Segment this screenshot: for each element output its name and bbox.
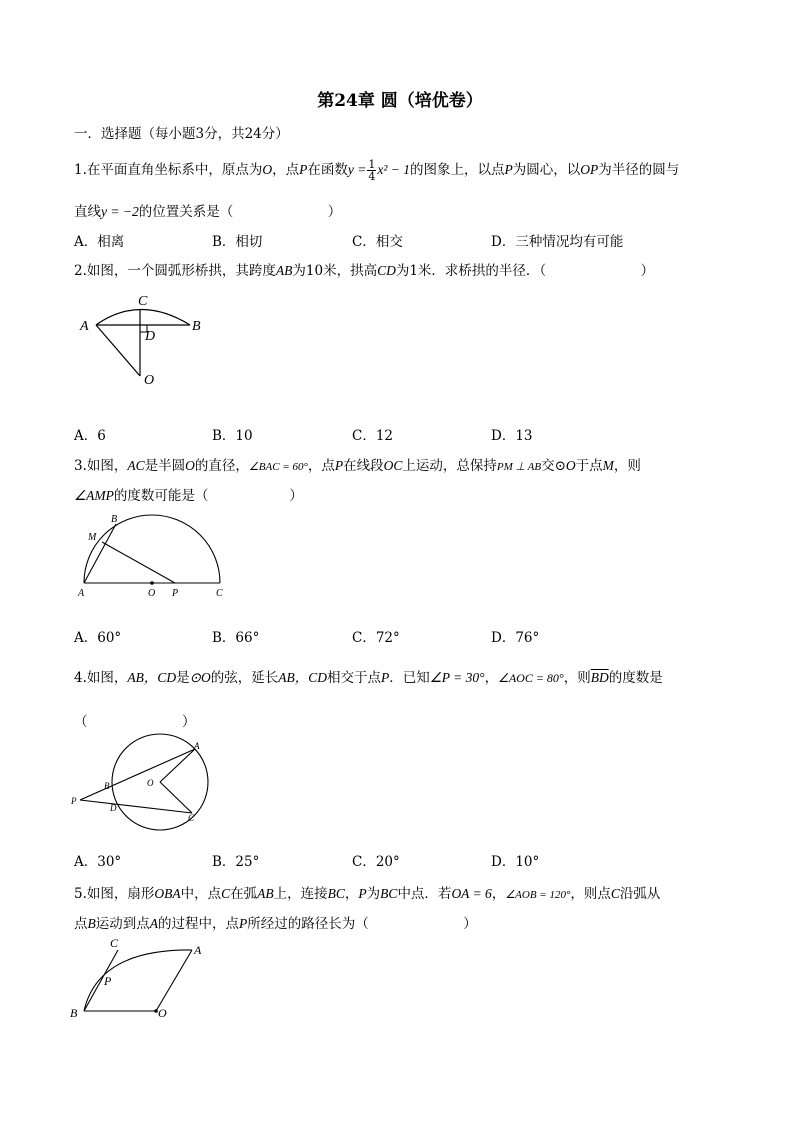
q2-option-a: A．6 <box>74 428 106 444</box>
question-3-line-2: ∠AMP的度数可能是（ ） <box>74 488 303 504</box>
q3-label-p: P <box>172 588 179 599</box>
q1-fraction: $\frac{1}{4}$ <box>368 158 376 183</box>
q1-option-a: A．相离 <box>74 234 125 250</box>
question-4-line-1: 4.如图，AB，CD是⊙O的弦，延长AB，CD相交于点P．已知∠P = 30°，∠AOC = 80°，则$\overline{BD}$的度数是 <box>74 670 663 686</box>
q1-formula-rhs: x² − 1 <box>377 162 411 177</box>
q4-arc-bd: $\overline{BD}$ <box>590 670 609 685</box>
q2-label-o: O <box>144 373 155 388</box>
q4-option-d: D．10° <box>491 854 540 870</box>
q3-label-m: M <box>88 532 97 543</box>
question-2-line-1: 2.如图，一个圆弧形桥拱，其跨度AB为10米，拱高CD为1米．求桥拱的半径．（ ） <box>74 263 655 279</box>
q3-label-b: B <box>111 514 118 525</box>
q2-figure <box>78 288 218 388</box>
q3-label-c: C <box>216 588 223 599</box>
q5-label-b: B <box>70 1006 78 1020</box>
q5-label-c: C <box>110 936 119 950</box>
question-3-line-1: 3.如图，AC是半圆O的直径，∠BAC = 60°，点P在线段OC上运动，总保持PM ⊥ AB交⊙O于点M，则 <box>74 458 641 474</box>
q4-label-o: O <box>147 778 154 788</box>
q4-label-a: A <box>194 741 200 751</box>
page-title: 第24章 圆（培优卷） <box>317 91 483 111</box>
q3-label-a: A <box>78 588 85 599</box>
q2-label-b: B <box>192 319 201 334</box>
q1-formula-lhs: y = <box>347 162 367 177</box>
q5-label-p: P <box>104 974 112 988</box>
q2-label-a: A <box>80 319 89 334</box>
q4-label-p: P <box>71 796 77 806</box>
q5-figure <box>68 934 218 1024</box>
q4-label-b: B <box>104 781 110 791</box>
q3-figure <box>76 510 236 600</box>
q3-option-b: B．66° <box>212 630 260 646</box>
q4-figure <box>68 728 216 834</box>
q3-option-d: D．76° <box>491 630 540 646</box>
q2-option-b: B．10 <box>212 428 253 444</box>
question-5-line-2: 点B运动到点A的过程中，点P所经过的路径长为（ ） <box>74 916 477 932</box>
q4-label-c: C <box>188 813 195 823</box>
q1-option-d: D．三种情况均有可能 <box>491 234 624 250</box>
section-heading: 一．选择题（每小题3分，共24分） <box>74 126 289 142</box>
q3-option-c: C．72° <box>352 630 400 646</box>
q4-option-b: B．25° <box>212 854 260 870</box>
q4-option-c: C．20° <box>352 854 400 870</box>
question-4-line-2: （ ） <box>74 714 196 730</box>
q2-option-d: D．13 <box>491 428 533 444</box>
q3-option-a: A．60° <box>74 630 122 646</box>
question-1-line-1: 1.在平面直角坐标系中，原点为O，点P在函数y = $\frac{1}{4}$ x² − 1的图象上，以点P为圆心，以OP为半径的圆与 <box>74 158 680 183</box>
q5-label-o: O <box>158 1006 167 1020</box>
q1-option-b: B．相切 <box>212 234 263 250</box>
q4-label-d: D <box>110 803 117 813</box>
q2-label-d: D <box>145 329 156 344</box>
q2-label-c: C <box>138 294 148 309</box>
q2-option-c: C．12 <box>352 428 394 444</box>
q5-label-a: A <box>194 943 202 957</box>
question-1-line-2: 直线y = −2的位置关系是（ ） <box>74 204 342 220</box>
question-5-line-1: 5.如图，扇形OBA中，点C在弧AB上，连接BC，P为BC中点．若OA = 6，∠AOB = 120°，则点C沿弧从 <box>74 886 661 902</box>
q3-label-o: O <box>148 588 156 599</box>
q4-option-a: A．30° <box>74 854 122 870</box>
q1-option-c: C．相交 <box>352 234 403 250</box>
